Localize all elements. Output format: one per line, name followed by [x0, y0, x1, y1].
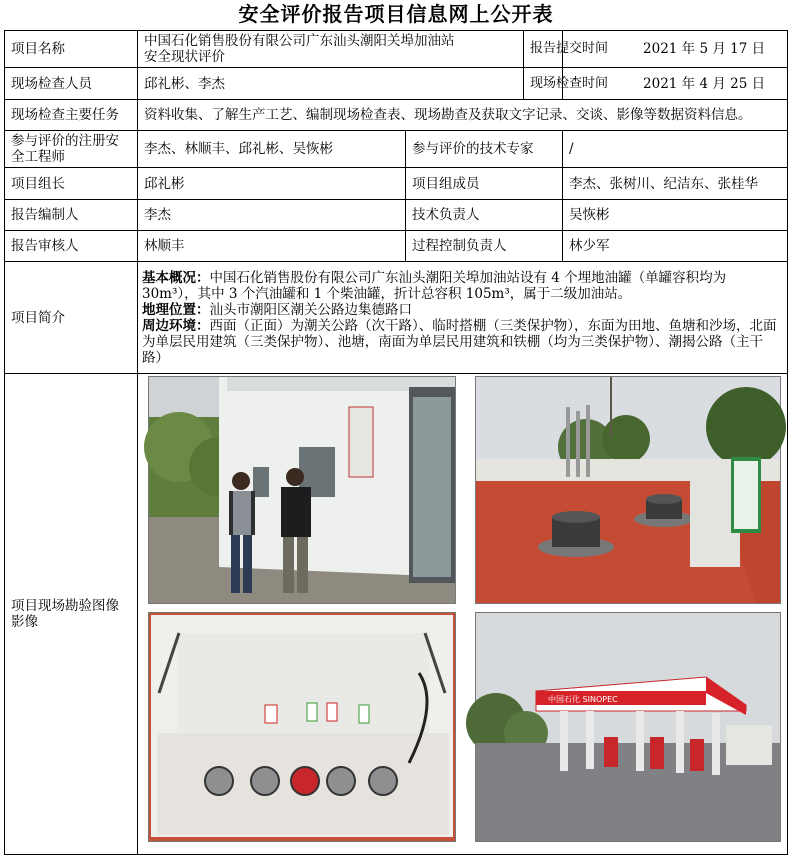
location-text: 汕头市潮阳区潮关公路边集德路口 [209, 301, 412, 318]
author-label: 报告编制人 [5, 200, 138, 231]
inspectors-value: 邱礼彬、李杰 [138, 68, 524, 100]
row-engineers [5, 131, 788, 168]
members-label: 项目组成员 [406, 168, 563, 200]
intro-label: 项目简介 [5, 262, 138, 374]
photos-label: 项目现场勘验图像影像 [5, 374, 138, 855]
row-project-name [5, 31, 788, 68]
author-value: 李杰 [138, 200, 406, 231]
tech-lead-value: 吴恢彬 [563, 200, 788, 231]
process-lead-label: 过程控制负责人 [406, 231, 563, 262]
members-value: 李杰、张树川、纪洁东、张桂华 [563, 168, 788, 200]
photo-grid [138, 374, 783, 854]
inspection-time-value: 2021 年 4 月 25 日 [563, 68, 788, 100]
location-label: 地理位置： [142, 301, 210, 318]
inspectors-label: 现场检查人员 [5, 68, 138, 100]
tech-lead-label: 技术负责人 [406, 200, 563, 231]
environment-text: 西面（正面）为潮关公路（次干路）、临时搭棚（三类保护物），东面为田地、鱼塘和沙场，北面为单层民用建筑（三类保护物）、池塘，南面为单层民用建筑和铁棚（均为三类保护物）、潮揭公路（主干路） [142, 317, 777, 366]
page-title: 安全评价报告项目信息网上公开表 [238, 2, 554, 26]
submit-time-value: 2021 年 5 月 17 日 [563, 31, 788, 68]
row-leader [5, 168, 788, 200]
project-name-line1: 中国石化销售股份有限公司广东汕头潮阳关埠加油站 [144, 33, 455, 49]
engineers-value: 李杰、林顺丰、邱礼彬、吴恢彬 [138, 131, 406, 168]
overview-text: 中国石化销售股份有限公司广东汕头潮阳关埠加油站设有 4 个埋地油罐（单罐容积均为 30m³），其中 3 个汽油罐和 1 个柴油罐，折计总容积 105m³，属于二级加油站。 [142, 269, 727, 302]
project-name-value [138, 31, 524, 68]
row-tasks [5, 100, 788, 131]
overview-label: 基本概况： [142, 269, 210, 286]
row-inspectors [5, 68, 788, 100]
tasks-value: 资料收集、了解生产工艺、编制现场检查表、现场勘查及获取文字记录、交谈、影像等数据资料信息。 [138, 100, 788, 131]
reviewer-value: 林顺丰 [138, 231, 406, 262]
expert-value: / [563, 131, 788, 168]
inspection-time-label: 现场检查时间 [524, 68, 563, 100]
photos-cell [138, 374, 788, 855]
reviewer-label: 报告审核人 [5, 231, 138, 262]
submit-time-label: 报告提交时间 [524, 31, 563, 68]
intro-overview [142, 270, 783, 302]
row-reviewer [5, 231, 788, 262]
row-author [5, 200, 788, 231]
process-lead-value: 林少军 [563, 231, 788, 262]
photo-canopy [475, 612, 781, 842]
row-photos [5, 374, 788, 855]
project-name-line2: 安全现状评价 [144, 49, 225, 65]
engineers-label: 参与评价的注册安全工程师 [5, 131, 138, 168]
photo-tank-area [475, 376, 781, 604]
info-table [4, 30, 788, 855]
environment-label: 周边环境： [142, 317, 210, 334]
intro-environment [142, 318, 783, 366]
photo-valve-box [148, 612, 456, 842]
intro-location [142, 302, 783, 318]
canopy-brand-text: 中国石化 SINOPEC [548, 695, 618, 704]
tasks-label: 现场检查主要任务 [5, 100, 138, 131]
row-intro [5, 262, 788, 374]
intro-content [138, 262, 788, 374]
leader-label: 项目组长 [5, 168, 138, 200]
photo-inspectors [148, 376, 456, 604]
expert-label: 参与评价的技术专家 [406, 131, 563, 168]
leader-value: 邱礼彬 [138, 168, 406, 200]
project-name-label: 项目名称 [5, 31, 138, 68]
